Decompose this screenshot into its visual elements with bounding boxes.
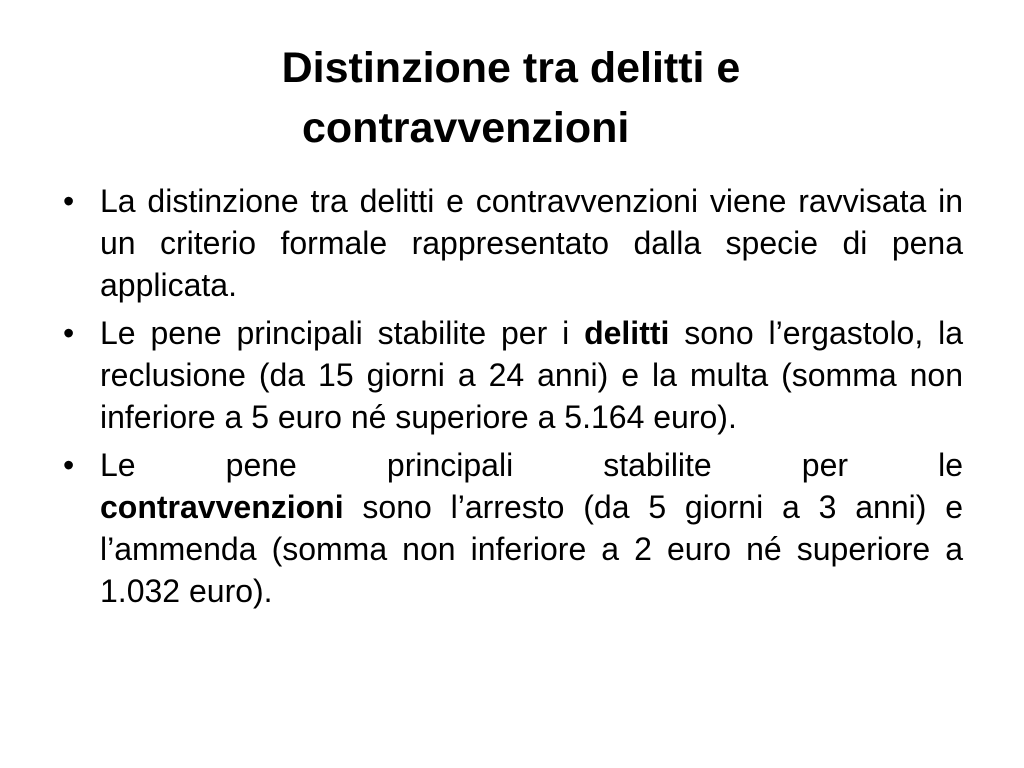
bullet-item-1 <box>63 180 963 306</box>
bullet-2-emphasis: delitti <box>584 315 670 351</box>
bullet-marker: • <box>63 447 75 483</box>
title-line-1: Distinzione tra delitti e <box>281 44 741 92</box>
bullet-item-2 <box>63 312 963 438</box>
bullet-marker: • <box>63 183 75 219</box>
bullet-text-2 <box>100 312 963 438</box>
bullet-3-emphasis: contravvenzioni <box>100 489 344 525</box>
bullet-item-3 <box>63 444 963 612</box>
title-line-2: contravvenzioni <box>302 104 630 152</box>
bullet-2-text-after: sono l’ergastolo, la reclusione (da 15 giorni a 24 anni) e la multa (somma non inferiore a 5 euro né superiore a 5.164 euro). <box>100 315 964 435</box>
bullet-marker: • <box>63 315 75 351</box>
bullet-text-1: La distinzione tra delitti e contravvenzioni viene ravvisata in un criterio formale rappresentato dalla specie di pena applicata. <box>100 183 963 303</box>
bullet-list <box>63 180 963 618</box>
bullet-3-text-after: sono l’arresto (da 5 giorni a 3 anni) e l’ammenda (somma non inferiore a 2 euro né superiore a 1.032 euro). <box>100 489 963 609</box>
bullet-2-text-before: Le pene principali stabilite per i <box>100 315 585 351</box>
bullet-3-line-1: Le pene principali stabilite per le <box>100 447 963 483</box>
bullet-text-3 <box>100 486 963 612</box>
slide-title <box>0 38 1024 158</box>
